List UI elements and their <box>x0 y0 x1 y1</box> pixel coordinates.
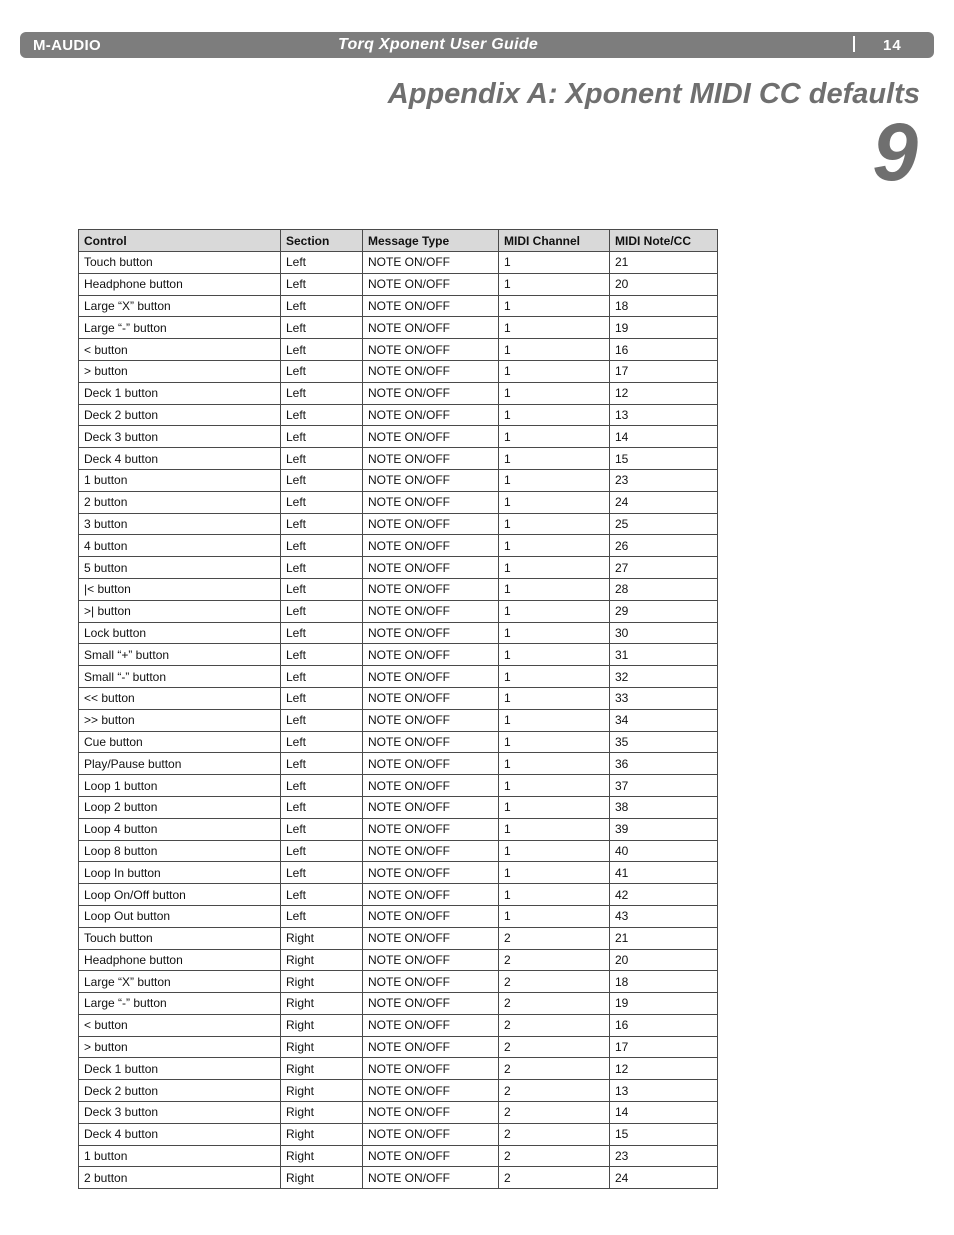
cell-message-type: NOTE ON/OFF <box>363 339 499 361</box>
column-header-midi-note-cc: MIDI Note/CC <box>610 230 718 252</box>
cell-control: Deck 3 button <box>79 1102 281 1124</box>
cell-midi-note-cc: 20 <box>610 949 718 971</box>
cell-control: 2 button <box>79 491 281 513</box>
cell-midi-note-cc: 24 <box>610 491 718 513</box>
cell-midi-channel: 2 <box>499 949 610 971</box>
cell-midi-note-cc: 21 <box>610 252 718 274</box>
cell-section: Left <box>281 557 363 579</box>
column-header-section: Section <box>281 230 363 252</box>
cell-section: Left <box>281 360 363 382</box>
cell-section: Left <box>281 535 363 557</box>
cell-midi-note-cc: 43 <box>610 905 718 927</box>
cell-midi-channel: 2 <box>499 927 610 949</box>
cell-midi-channel: 1 <box>499 317 610 339</box>
cell-section: Left <box>281 862 363 884</box>
cell-section: Right <box>281 1014 363 1036</box>
cell-message-type: NOTE ON/OFF <box>363 644 499 666</box>
cell-section: Right <box>281 1145 363 1167</box>
cell-message-type: NOTE ON/OFF <box>363 600 499 622</box>
cell-message-type: NOTE ON/OFF <box>363 295 499 317</box>
cell-control: > button <box>79 1036 281 1058</box>
table-row <box>79 252 718 274</box>
table-row <box>79 687 718 709</box>
table-row <box>79 469 718 491</box>
cell-control: Large “-” button <box>79 317 281 339</box>
table-row <box>79 709 718 731</box>
cell-message-type: NOTE ON/OFF <box>363 557 499 579</box>
cell-section: Left <box>281 404 363 426</box>
cell-message-type: NOTE ON/OFF <box>363 426 499 448</box>
cell-control: Deck 1 button <box>79 382 281 404</box>
cell-midi-channel: 1 <box>499 252 610 274</box>
table-row <box>79 1080 718 1102</box>
cell-section: Left <box>281 317 363 339</box>
table-row <box>79 491 718 513</box>
cell-section: Left <box>281 600 363 622</box>
table-body <box>79 252 718 1189</box>
cell-section: Left <box>281 252 363 274</box>
cell-message-type: NOTE ON/OFF <box>363 666 499 688</box>
cell-midi-channel: 2 <box>499 1123 610 1145</box>
cell-message-type: NOTE ON/OFF <box>363 469 499 491</box>
cell-midi-channel: 1 <box>499 862 610 884</box>
cell-midi-channel: 2 <box>499 1058 610 1080</box>
cell-midi-note-cc: 42 <box>610 884 718 906</box>
cell-midi-note-cc: 39 <box>610 818 718 840</box>
cell-message-type: NOTE ON/OFF <box>363 360 499 382</box>
cell-control: < button <box>79 339 281 361</box>
cell-midi-channel: 1 <box>499 731 610 753</box>
cell-midi-note-cc: 17 <box>610 360 718 382</box>
guide-title: Torq Xponent User Guide <box>338 36 539 53</box>
cell-midi-channel: 2 <box>499 1167 610 1189</box>
cell-message-type: NOTE ON/OFF <box>363 622 499 644</box>
cell-midi-channel: 1 <box>499 382 610 404</box>
cell-section: Right <box>281 1123 363 1145</box>
cell-message-type: NOTE ON/OFF <box>363 1145 499 1167</box>
cell-section: Left <box>281 622 363 644</box>
cell-control: Touch button <box>79 927 281 949</box>
cell-midi-note-cc: 14 <box>610 426 718 448</box>
cell-midi-channel: 1 <box>499 840 610 862</box>
chapter-number: 9 <box>872 107 918 198</box>
cell-message-type: NOTE ON/OFF <box>363 709 499 731</box>
cell-midi-channel: 2 <box>499 1036 610 1058</box>
table-row <box>79 862 718 884</box>
table-row <box>79 578 718 600</box>
cell-section: Right <box>281 927 363 949</box>
cell-control: Lock button <box>79 622 281 644</box>
cell-message-type: NOTE ON/OFF <box>363 1014 499 1036</box>
column-header-control: Control <box>79 230 281 252</box>
cell-message-type: NOTE ON/OFF <box>363 1036 499 1058</box>
cell-midi-note-cc: 38 <box>610 796 718 818</box>
cell-midi-channel: 1 <box>499 622 610 644</box>
cell-section: Left <box>281 491 363 513</box>
cell-midi-note-cc: 16 <box>610 1014 718 1036</box>
cell-midi-channel: 2 <box>499 1014 610 1036</box>
cell-control: Loop 4 button <box>79 818 281 840</box>
table-row <box>79 993 718 1015</box>
table-row <box>79 818 718 840</box>
cell-message-type: NOTE ON/OFF <box>363 252 499 274</box>
cell-midi-channel: 1 <box>499 666 610 688</box>
cell-midi-channel: 1 <box>499 469 610 491</box>
cell-section: Right <box>281 1167 363 1189</box>
cell-midi-channel: 1 <box>499 513 610 535</box>
table-row <box>79 339 718 361</box>
cell-midi-note-cc: 15 <box>610 448 718 470</box>
cell-midi-channel: 1 <box>499 905 610 927</box>
cell-midi-channel: 1 <box>499 884 610 906</box>
table-row <box>79 1145 718 1167</box>
cell-midi-note-cc: 23 <box>610 1145 718 1167</box>
table-row <box>79 317 718 339</box>
table-row <box>79 731 718 753</box>
cell-control: 2 button <box>79 1167 281 1189</box>
table-row <box>79 448 718 470</box>
cell-midi-channel: 1 <box>499 753 610 775</box>
cell-message-type: NOTE ON/OFF <box>363 971 499 993</box>
cell-section: Left <box>281 273 363 295</box>
cell-message-type: NOTE ON/OFF <box>363 1167 499 1189</box>
cell-midi-note-cc: 33 <box>610 687 718 709</box>
cell-midi-channel: 1 <box>499 600 610 622</box>
cell-midi-note-cc: 25 <box>610 513 718 535</box>
cell-midi-note-cc: 26 <box>610 535 718 557</box>
cell-control: Loop In button <box>79 862 281 884</box>
table-row <box>79 753 718 775</box>
cell-midi-note-cc: 15 <box>610 1123 718 1145</box>
cell-midi-channel: 1 <box>499 709 610 731</box>
cell-section: Left <box>281 578 363 600</box>
cell-control: |< button <box>79 578 281 600</box>
table-row <box>79 927 718 949</box>
cell-message-type: NOTE ON/OFF <box>363 1102 499 1124</box>
cell-control: 1 button <box>79 1145 281 1167</box>
cell-message-type: NOTE ON/OFF <box>363 317 499 339</box>
cell-midi-note-cc: 29 <box>610 600 718 622</box>
cell-midi-channel: 1 <box>499 535 610 557</box>
cell-section: Left <box>281 818 363 840</box>
cell-section: Right <box>281 1102 363 1124</box>
table-row <box>79 426 718 448</box>
table-row <box>79 905 718 927</box>
cell-message-type: NOTE ON/OFF <box>363 796 499 818</box>
cell-section: Right <box>281 949 363 971</box>
cell-control: Headphone button <box>79 949 281 971</box>
cell-midi-channel: 2 <box>499 1145 610 1167</box>
table-row <box>79 949 718 971</box>
table-row <box>79 884 718 906</box>
table-row <box>79 600 718 622</box>
cell-control: 3 button <box>79 513 281 535</box>
cell-midi-channel: 1 <box>499 448 610 470</box>
cell-control: Cue button <box>79 731 281 753</box>
cell-section: Left <box>281 709 363 731</box>
cell-midi-note-cc: 41 <box>610 862 718 884</box>
table-header-row <box>79 230 718 252</box>
table-row <box>79 775 718 797</box>
cell-midi-channel: 2 <box>499 1102 610 1124</box>
cell-section: Right <box>281 971 363 993</box>
cell-midi-channel: 1 <box>499 426 610 448</box>
cell-control: Play/Pause button <box>79 753 281 775</box>
cell-midi-channel: 2 <box>499 971 610 993</box>
cell-message-type: NOTE ON/OFF <box>363 949 499 971</box>
cell-message-type: NOTE ON/OFF <box>363 448 499 470</box>
cell-midi-note-cc: 35 <box>610 731 718 753</box>
cell-section: Left <box>281 513 363 535</box>
table-row <box>79 535 718 557</box>
cell-message-type: NOTE ON/OFF <box>363 382 499 404</box>
cell-midi-channel: 1 <box>499 775 610 797</box>
cell-message-type: NOTE ON/OFF <box>363 578 499 600</box>
cell-section: Left <box>281 426 363 448</box>
table-row <box>79 1123 718 1145</box>
cell-message-type: NOTE ON/OFF <box>363 1123 499 1145</box>
cell-midi-note-cc: 36 <box>610 753 718 775</box>
cell-message-type: NOTE ON/OFF <box>363 862 499 884</box>
cell-midi-note-cc: 18 <box>610 295 718 317</box>
midi-cc-table <box>78 229 718 1189</box>
cell-message-type: NOTE ON/OFF <box>363 535 499 557</box>
table-row <box>79 360 718 382</box>
table-row <box>79 796 718 818</box>
cell-section: Right <box>281 1058 363 1080</box>
cell-message-type: NOTE ON/OFF <box>363 993 499 1015</box>
cell-control: 5 button <box>79 557 281 579</box>
cell-midi-note-cc: 19 <box>610 317 718 339</box>
cell-control: > button <box>79 360 281 382</box>
cell-control: Loop 1 button <box>79 775 281 797</box>
cell-message-type: NOTE ON/OFF <box>363 1058 499 1080</box>
cell-section: Left <box>281 448 363 470</box>
table-row <box>79 971 718 993</box>
table-row <box>79 513 718 535</box>
cell-control: Deck 4 button <box>79 448 281 470</box>
table-row <box>79 404 718 426</box>
cell-midi-channel: 1 <box>499 796 610 818</box>
cell-midi-channel: 1 <box>499 339 610 361</box>
cell-message-type: NOTE ON/OFF <box>363 513 499 535</box>
cell-section: Left <box>281 644 363 666</box>
cell-message-type: NOTE ON/OFF <box>363 404 499 426</box>
cell-message-type: NOTE ON/OFF <box>363 731 499 753</box>
cell-midi-note-cc: 31 <box>610 644 718 666</box>
cell-control: Small “+” button <box>79 644 281 666</box>
cell-midi-note-cc: 40 <box>610 840 718 862</box>
cell-control: 1 button <box>79 469 281 491</box>
cell-midi-note-cc: 21 <box>610 927 718 949</box>
cell-message-type: NOTE ON/OFF <box>363 273 499 295</box>
cell-midi-note-cc: 27 <box>610 557 718 579</box>
table-row <box>79 644 718 666</box>
cell-midi-note-cc: 16 <box>610 339 718 361</box>
header-bar <box>20 32 934 58</box>
cell-message-type: NOTE ON/OFF <box>363 1080 499 1102</box>
cell-midi-channel: 2 <box>499 1080 610 1102</box>
column-header-message-type: Message Type <box>363 230 499 252</box>
cell-message-type: NOTE ON/OFF <box>363 491 499 513</box>
cell-message-type: NOTE ON/OFF <box>363 753 499 775</box>
cell-section: Left <box>281 666 363 688</box>
table-row <box>79 295 718 317</box>
table-row <box>79 666 718 688</box>
cell-midi-channel: 1 <box>499 687 610 709</box>
cell-message-type: NOTE ON/OFF <box>363 818 499 840</box>
cell-section: Right <box>281 1036 363 1058</box>
table-row <box>79 273 718 295</box>
cell-control: Large “X” button <box>79 971 281 993</box>
cell-control: Headphone button <box>79 273 281 295</box>
cell-midi-note-cc: 13 <box>610 404 718 426</box>
cell-message-type: NOTE ON/OFF <box>363 905 499 927</box>
page-number: 14 <box>883 37 902 54</box>
cell-section: Right <box>281 993 363 1015</box>
cell-message-type: NOTE ON/OFF <box>363 927 499 949</box>
cell-control: Deck 4 button <box>79 1123 281 1145</box>
cell-midi-channel: 1 <box>499 818 610 840</box>
cell-midi-note-cc: 30 <box>610 622 718 644</box>
cell-midi-note-cc: 24 <box>610 1167 718 1189</box>
cell-midi-channel: 1 <box>499 404 610 426</box>
cell-midi-note-cc: 13 <box>610 1080 718 1102</box>
cell-control: Loop 2 button <box>79 796 281 818</box>
cell-control: >| button <box>79 600 281 622</box>
cell-midi-note-cc: 20 <box>610 273 718 295</box>
header-divider <box>853 36 855 52</box>
cell-midi-note-cc: 28 <box>610 578 718 600</box>
cell-midi-note-cc: 37 <box>610 775 718 797</box>
cell-midi-note-cc: 18 <box>610 971 718 993</box>
cell-message-type: NOTE ON/OFF <box>363 884 499 906</box>
cell-midi-channel: 1 <box>499 491 610 513</box>
cell-control: Loop 8 button <box>79 840 281 862</box>
cell-midi-channel: 1 <box>499 644 610 666</box>
cell-midi-note-cc: 23 <box>610 469 718 491</box>
cell-section: Left <box>281 469 363 491</box>
cell-control: Large “X” button <box>79 295 281 317</box>
cell-control: Loop Out button <box>79 905 281 927</box>
cell-control: Deck 3 button <box>79 426 281 448</box>
cell-section: Left <box>281 731 363 753</box>
cell-control: < button <box>79 1014 281 1036</box>
cell-section: Left <box>281 382 363 404</box>
cell-midi-note-cc: 17 <box>610 1036 718 1058</box>
cell-message-type: NOTE ON/OFF <box>363 775 499 797</box>
cell-message-type: NOTE ON/OFF <box>363 840 499 862</box>
cell-message-type: NOTE ON/OFF <box>363 687 499 709</box>
table-row <box>79 1036 718 1058</box>
table-row <box>79 840 718 862</box>
cell-control: Loop On/Off button <box>79 884 281 906</box>
cell-control: Deck 2 button <box>79 1080 281 1102</box>
table-row <box>79 1058 718 1080</box>
cell-section: Left <box>281 295 363 317</box>
cell-control: << button <box>79 687 281 709</box>
cell-control: >> button <box>79 709 281 731</box>
table-row <box>79 622 718 644</box>
cell-control: 4 button <box>79 535 281 557</box>
cell-midi-channel: 1 <box>499 578 610 600</box>
cell-control: Touch button <box>79 252 281 274</box>
cell-midi-note-cc: 34 <box>610 709 718 731</box>
cell-section: Left <box>281 796 363 818</box>
cell-section: Left <box>281 840 363 862</box>
table-row <box>79 557 718 579</box>
cell-midi-note-cc: 32 <box>610 666 718 688</box>
cell-section: Left <box>281 753 363 775</box>
cell-control: Large “-” button <box>79 993 281 1015</box>
cell-section: Left <box>281 905 363 927</box>
cell-section: Right <box>281 1080 363 1102</box>
cell-midi-note-cc: 12 <box>610 1058 718 1080</box>
table-row <box>79 1102 718 1124</box>
cell-control: Deck 2 button <box>79 404 281 426</box>
table-row <box>79 382 718 404</box>
cell-midi-note-cc: 14 <box>610 1102 718 1124</box>
brand-logo: M-AUDIO <box>33 37 101 54</box>
cell-midi-channel: 2 <box>499 993 610 1015</box>
cell-midi-note-cc: 12 <box>610 382 718 404</box>
cell-midi-channel: 1 <box>499 360 610 382</box>
cell-midi-channel: 1 <box>499 295 610 317</box>
cell-section: Left <box>281 775 363 797</box>
cell-control: Small “-” button <box>79 666 281 688</box>
cell-section: Left <box>281 687 363 709</box>
table-row <box>79 1014 718 1036</box>
cell-section: Left <box>281 339 363 361</box>
appendix-title: Appendix A: Xponent MIDI CC defaults <box>387 78 920 110</box>
cell-midi-channel: 1 <box>499 557 610 579</box>
column-header-midi-channel: MIDI Channel <box>499 230 610 252</box>
table-row <box>79 1167 718 1189</box>
cell-midi-note-cc: 19 <box>610 993 718 1015</box>
cell-control: Deck 1 button <box>79 1058 281 1080</box>
cell-section: Left <box>281 884 363 906</box>
cell-midi-channel: 1 <box>499 273 610 295</box>
